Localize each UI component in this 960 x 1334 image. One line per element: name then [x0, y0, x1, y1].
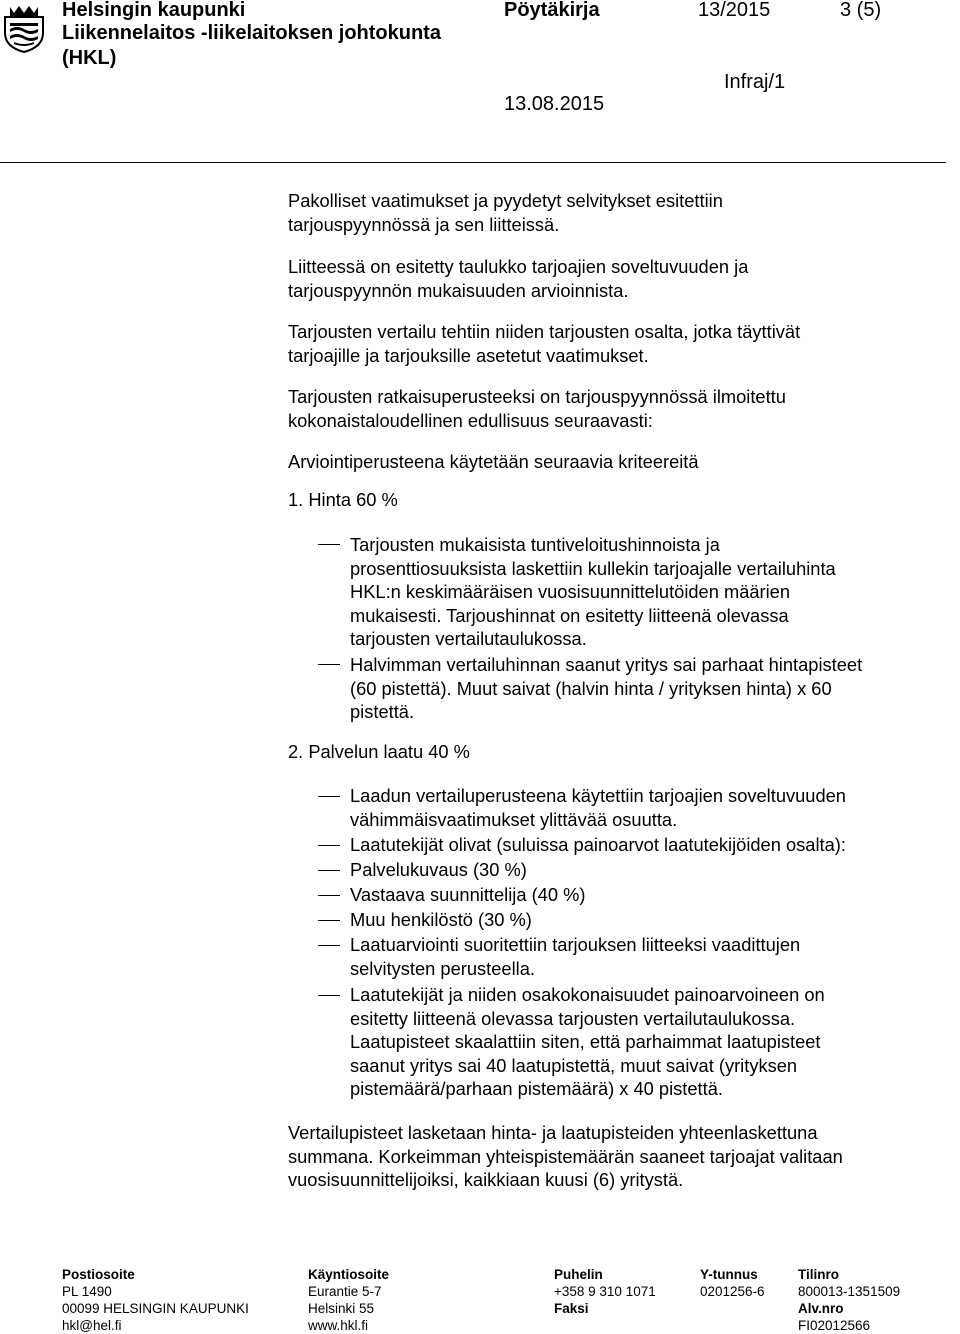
text-line: Palvelukuvaus (30 %) — [350, 859, 527, 880]
header-divider — [0, 162, 946, 163]
footer-email-link[interactable]: hkl@hel.fi — [62, 1318, 122, 1333]
footer-ytunnus — [700, 1266, 765, 1300]
paragraph-criteria-basis — [288, 385, 786, 432]
text-line: tarjouspyynnön mukaisuuden arvioinnista. — [288, 279, 629, 301]
text-line: HKL:n keskimääräisen vuosisuunnittelutöiden määrien — [350, 581, 791, 602]
text-line: Tarjousten vertailu tehtiin niiden tarjousten osalta, jotka täyttivät — [288, 321, 801, 342]
text-line: Tarjousten ratkaisuperusteeksi on tarjouspyynnössä ilmoitettu — [288, 386, 786, 407]
text-line: Vastaava suunnittelija (40 %) — [350, 884, 586, 905]
footer-value: Eurantie 5-7 — [308, 1284, 382, 1299]
heading-price: 1. Hinta 60 % — [288, 489, 398, 510]
text-line: Halvimman vertailuhinnan saanut yritys sai parhaat hintapisteet — [350, 654, 863, 675]
text-line: summana. Korkeimman yhteispistemäärän saaneet tarjoajat valitaan — [288, 1145, 843, 1167]
bullet-item — [350, 533, 836, 651]
bullet-item — [350, 833, 846, 857]
org-abbreviation: (HKL) — [62, 47, 117, 69]
org-name: Helsingin kaupunki — [62, 0, 246, 21]
dash-bullet-icon — [318, 895, 340, 896]
text-line: mukaisesti. Tarjoushinnat on esitetty liitteenä olevassa — [350, 604, 789, 626]
bullet-item — [350, 653, 862, 724]
bullet-item — [350, 908, 532, 932]
text-line: Muu henkilöstö (30 %) — [350, 909, 532, 930]
footer-website-link[interactable]: www.hkl.fi — [308, 1318, 369, 1333]
paragraph-criteria-intro: Arviointiperusteena käytetään seuraavia kriteereitä — [288, 451, 699, 472]
text-line: tarjousten vertailutaulukossa. — [350, 628, 587, 649]
text-line: (60 pistettä). Muut saivat (halvin hinta / yrityksen hinta) x 60 — [350, 677, 832, 699]
text-line: vähimmäisvaatimukset ylittävää osuutta. — [350, 808, 678, 830]
org-unit: Liikennelaitos -liikelaitoksen johtokunta — [62, 22, 441, 44]
paragraph-comparison — [288, 320, 800, 367]
footer-visit — [308, 1266, 389, 1334]
text-line: Laatutekijät olivat (suluissa painoarvot laatutekijöiden osalta): — [350, 834, 846, 855]
text-line: vuosisuunnittelijoiksi, kaikkiaan kuusi (6) yritystä. — [288, 1169, 684, 1190]
text-line: prosenttiosuuksista laskettiin kullekin tarjoajalle vertailuhinta — [350, 557, 836, 579]
dash-bullet-icon — [318, 664, 340, 665]
footer-value: 00099 HELSINGIN KAUPUNKI — [62, 1301, 249, 1316]
text-line: Laatuarviointi suoritettiin tarjouksen liitteeksi vaadittujen — [350, 934, 801, 955]
text-line: Laatupisteet skaalattiin siten, että parhaimmat laatupisteet — [350, 1031, 821, 1052]
footer-account — [798, 1266, 900, 1334]
dash-bullet-icon — [318, 845, 340, 846]
paragraph-summary — [288, 1121, 843, 1192]
text-line: tarjoajille ja tarjouksille asetetut vaatimukset. — [288, 344, 649, 366]
text-line: saanut yritys sai 40 laatupistettä, muut saivat (yrityksen — [350, 1054, 798, 1076]
footer-value: 0201256-6 — [700, 1284, 765, 1299]
footer-label: Y-tunnus — [700, 1267, 758, 1282]
text-line: pistettä. — [350, 701, 415, 722]
footer-label: Faksi — [554, 1301, 589, 1316]
footer-value: 800013-1351509 — [798, 1284, 901, 1299]
text-line: tarjouspyynnössä ja sen liitteissä. — [288, 213, 560, 235]
footer-value: PL 1490 — [62, 1284, 112, 1299]
dash-bullet-icon — [318, 920, 340, 921]
footer-phone — [554, 1266, 656, 1317]
footer-value: +358 9 310 1071 — [554, 1284, 656, 1299]
footer-label: Käyntiosoite — [308, 1267, 390, 1282]
footer-value: FI02012566 — [798, 1318, 871, 1333]
text-line: Vertailupisteet lasketaan hinta- ja laatupisteiden yhteenlaskettuna — [288, 1122, 818, 1143]
text-line: esitetty liitteenä olevassa tarjousten vertailutaulukossa. — [350, 1007, 796, 1029]
heading-quality: 2. Palvelun laatu 40 % — [288, 741, 470, 762]
bullet-item — [350, 883, 585, 907]
text-line: Laadun vertailuperusteena käytettiin tarjoajien soveltuvuuden — [350, 785, 846, 806]
dash-bullet-icon — [318, 945, 340, 946]
paragraph-attachment — [288, 255, 748, 302]
doc-date: 13.08.2015 — [504, 93, 605, 115]
dash-bullet-icon — [318, 796, 340, 797]
text-line: selvitysten perusteella. — [350, 957, 535, 979]
dash-bullet-icon — [318, 544, 340, 545]
helsinki-crest-icon — [2, 3, 46, 53]
text-line: Tarjousten mukaisista tuntiveloitushinnoista ja — [350, 534, 720, 555]
bullet-item — [350, 983, 825, 1101]
text-line: kokonaistaloudellinen edullisuus seuraavasti: — [288, 409, 653, 431]
footer-label: Tilinro — [798, 1267, 840, 1282]
doc-number: 13/2015 — [698, 0, 771, 21]
dash-bullet-icon — [318, 995, 340, 996]
footer-postal — [62, 1266, 249, 1334]
text-line: Pakolliset vaatimukset ja pyydetyt selvitykset esitettiin — [288, 190, 723, 211]
doc-type: Pöytäkirja — [504, 0, 600, 21]
footer-label: Alv.nro — [798, 1301, 844, 1316]
dash-bullet-icon — [318, 870, 340, 871]
footer-value: Helsinki 55 — [308, 1301, 375, 1316]
footer-label: Postiosoite — [62, 1267, 135, 1282]
paragraph-requirements — [288, 189, 723, 236]
text-line: pistemäärä/parhaan pistemäärä) x 40 pistettä. — [350, 1078, 723, 1099]
text-line: Laatutekijät ja niiden osakokonaisuudet painoarvoineen on — [350, 984, 825, 1005]
bullet-item — [350, 858, 527, 882]
bullet-item — [350, 784, 846, 831]
footer-label: Puhelin — [554, 1267, 603, 1282]
bullet-item — [350, 933, 800, 980]
text-line: Liitteessä on esitetty taulukko tarjoajien soveltuvuuden ja — [288, 256, 749, 277]
section-code: Infraj/1 — [724, 71, 786, 93]
page-number: 3 (5) — [840, 0, 882, 21]
